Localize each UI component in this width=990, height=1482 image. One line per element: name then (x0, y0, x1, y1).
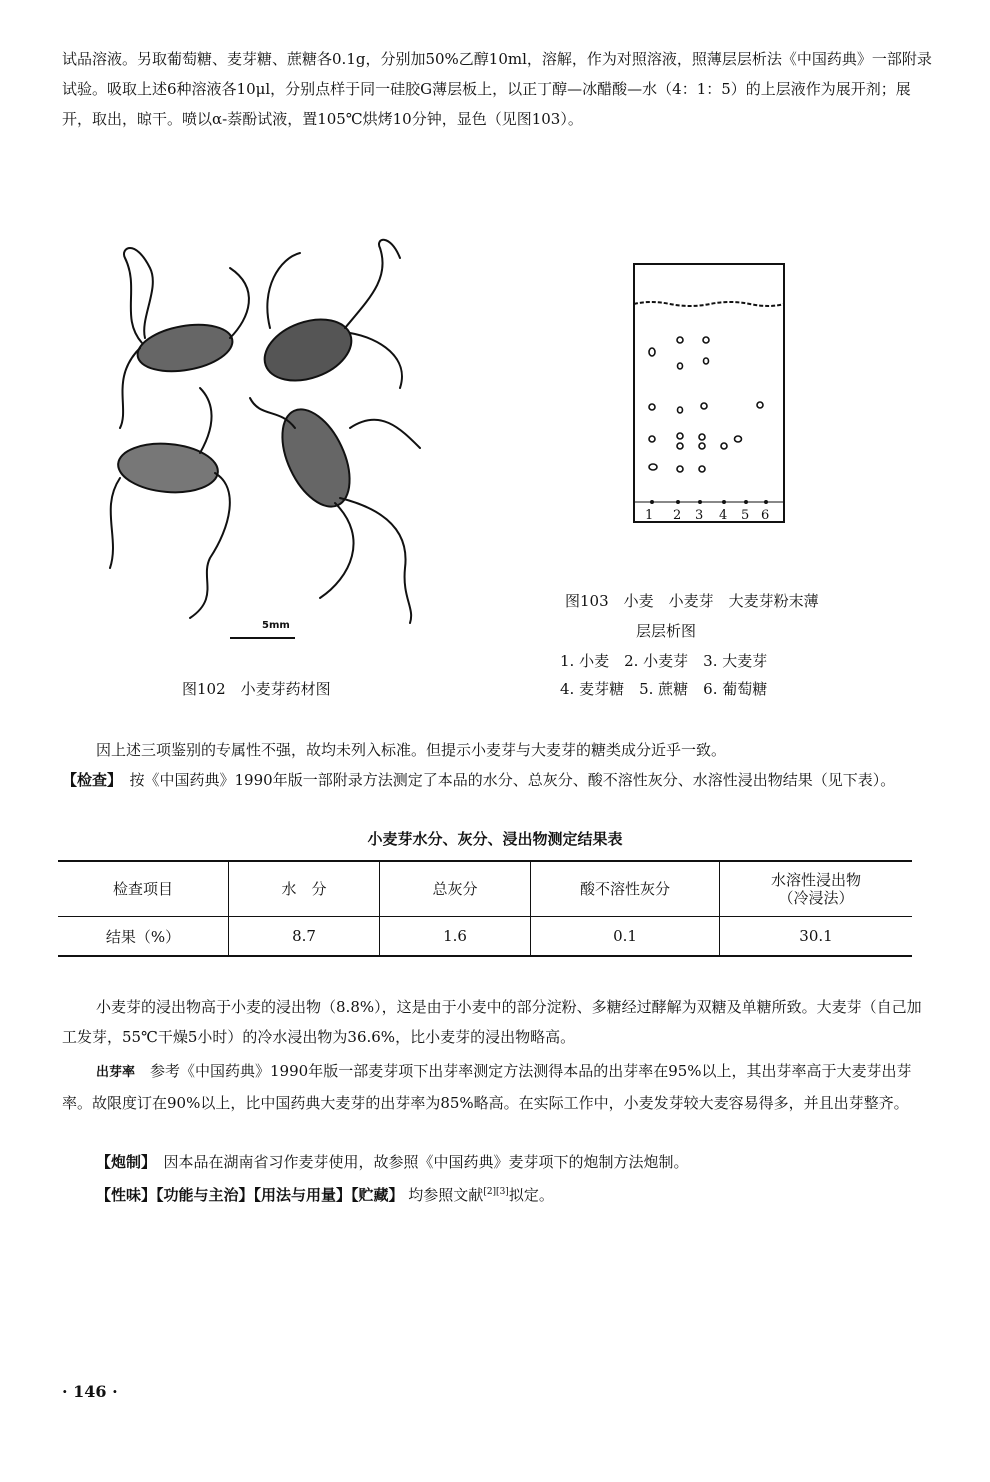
lane-label: 3 (695, 508, 704, 523)
table-header-main: 水溶性浸出物 (770, 871, 861, 889)
figure-103-tlc-plate (630, 262, 790, 528)
figure-103-caption-line2: 层层析图 (636, 622, 697, 640)
table-cell: 8.7 (229, 917, 380, 957)
processing-heading: 【炮制】 (96, 1153, 149, 1171)
lane-label: 4 (719, 508, 728, 523)
processing-paragraph (96, 1150, 936, 1174)
table-header: 检查项目 (112, 880, 173, 898)
table-header-row (58, 861, 912, 917)
table-row (58, 917, 912, 957)
figure-103-legend-line2: 4. 麦芽糖 5. 蔗糖 6. 葡萄糖 (560, 680, 768, 698)
nature-headings: 【性味】【功能与主治】【用法与用量】【贮藏】 (96, 1186, 404, 1204)
processing-text: 因本品在湖南省习作麦芽使用，故参照《中国药典》麦芽项下的炮制方法炮制。 (148, 1153, 689, 1171)
inspection-heading: 【检查】 (62, 771, 115, 789)
inspection-text: 按《中国药典》1990年版一部附录方法测定了本品的水分、总灰分、酸不溶性灰分、水溶性浸出物结果（见下表）。 (114, 771, 896, 789)
figure-102-caption: 图102 小麦芽药材图 (182, 680, 331, 698)
lane-label: 1 (645, 508, 654, 523)
table-cell: 1.6 (380, 917, 531, 957)
nature-refs: [2][3] (483, 1187, 509, 1197)
lane-label: 2 (673, 508, 682, 523)
table-header: 总灰分 (380, 861, 531, 917)
scale-bar-label: 5mm (262, 620, 290, 631)
table-row-label: 结果（%） (105, 927, 181, 946)
figure-103-legend-line1: 1. 小麦 2. 小麦芽 3. 大麦芽 (560, 652, 768, 670)
conclusion-paragraph: 因上述三项鉴别的专属性不强，故均未列入标准。但提示小麦芽与大麦芽的糖类成分近乎一致。 (96, 741, 727, 759)
table-header (720, 861, 913, 917)
intro-paragraph: 试品溶液。另取葡萄糖、麦芽糖、蔗糖各0.1g，分别加50%乙醇10ml，溶解，作为对照溶液，照薄层层析法《中国药典》一部附录试验。吸取上述6种溶液各10μl，分别点样于同一硅胶G薄层板上，以正丁醇—冰醋酸—水（4：1：5）的上层液作为展开剂；展开，取出，晾干。喷以α-萘酚试液，置105℃烘烤10分钟，显色（见图103）。 (62, 50, 932, 128)
table-cell: 30.1 (720, 917, 913, 957)
lane-label: 5 (741, 508, 750, 523)
lane-label: 6 (761, 508, 770, 523)
table-cell: 0.1 (531, 917, 720, 957)
figure-103-caption-line1: 图103 小麦 小麦芽 大麦芽粉末薄 (565, 592, 819, 610)
germination-text: 参考《中国药典》1990年版一部麦芽项下出芽率测定方法测得本品的出芽率在95%以上，其出芽率高于大麦芽出芽率。故限度订在90%以上，比中国药典大麦芽的出芽率为85%略高。在实际工作中，小麦发芽较大麦容易得多，并且出芽整齐。 (62, 1062, 912, 1112)
table-header-sub: （冷浸法） (778, 889, 854, 907)
page-number: · 146 · (62, 1382, 118, 1401)
germination-label: 出芽率 (96, 1065, 136, 1080)
nature-text: 均参照文献 (408, 1186, 484, 1204)
table-title: 小麦芽水分、灰分、浸出物测定结果表 (367, 830, 623, 848)
extract-paragraph: 小麦芽的浸出物高于小麦的浸出物（8.8%），这是由于小麦中的部分淀粉、多糖经过酵解为双糖及单糖所致。大麦芽（自己加工发芽，55℃干燥5小时）的冷水浸出物为36.6%，比小麦芽的浸出物略高。 (62, 998, 922, 1046)
nature-tail: 拟定。 (508, 1186, 554, 1204)
nature-paragraph (96, 1180, 936, 1207)
germination-paragraph (62, 1056, 932, 1118)
results-table (58, 860, 912, 957)
table-header: 酸不溶性灰分 (531, 861, 720, 917)
inspection-paragraph (62, 768, 932, 792)
table-header: 水 分 (229, 861, 380, 917)
figure-102-drawing (80, 228, 460, 648)
